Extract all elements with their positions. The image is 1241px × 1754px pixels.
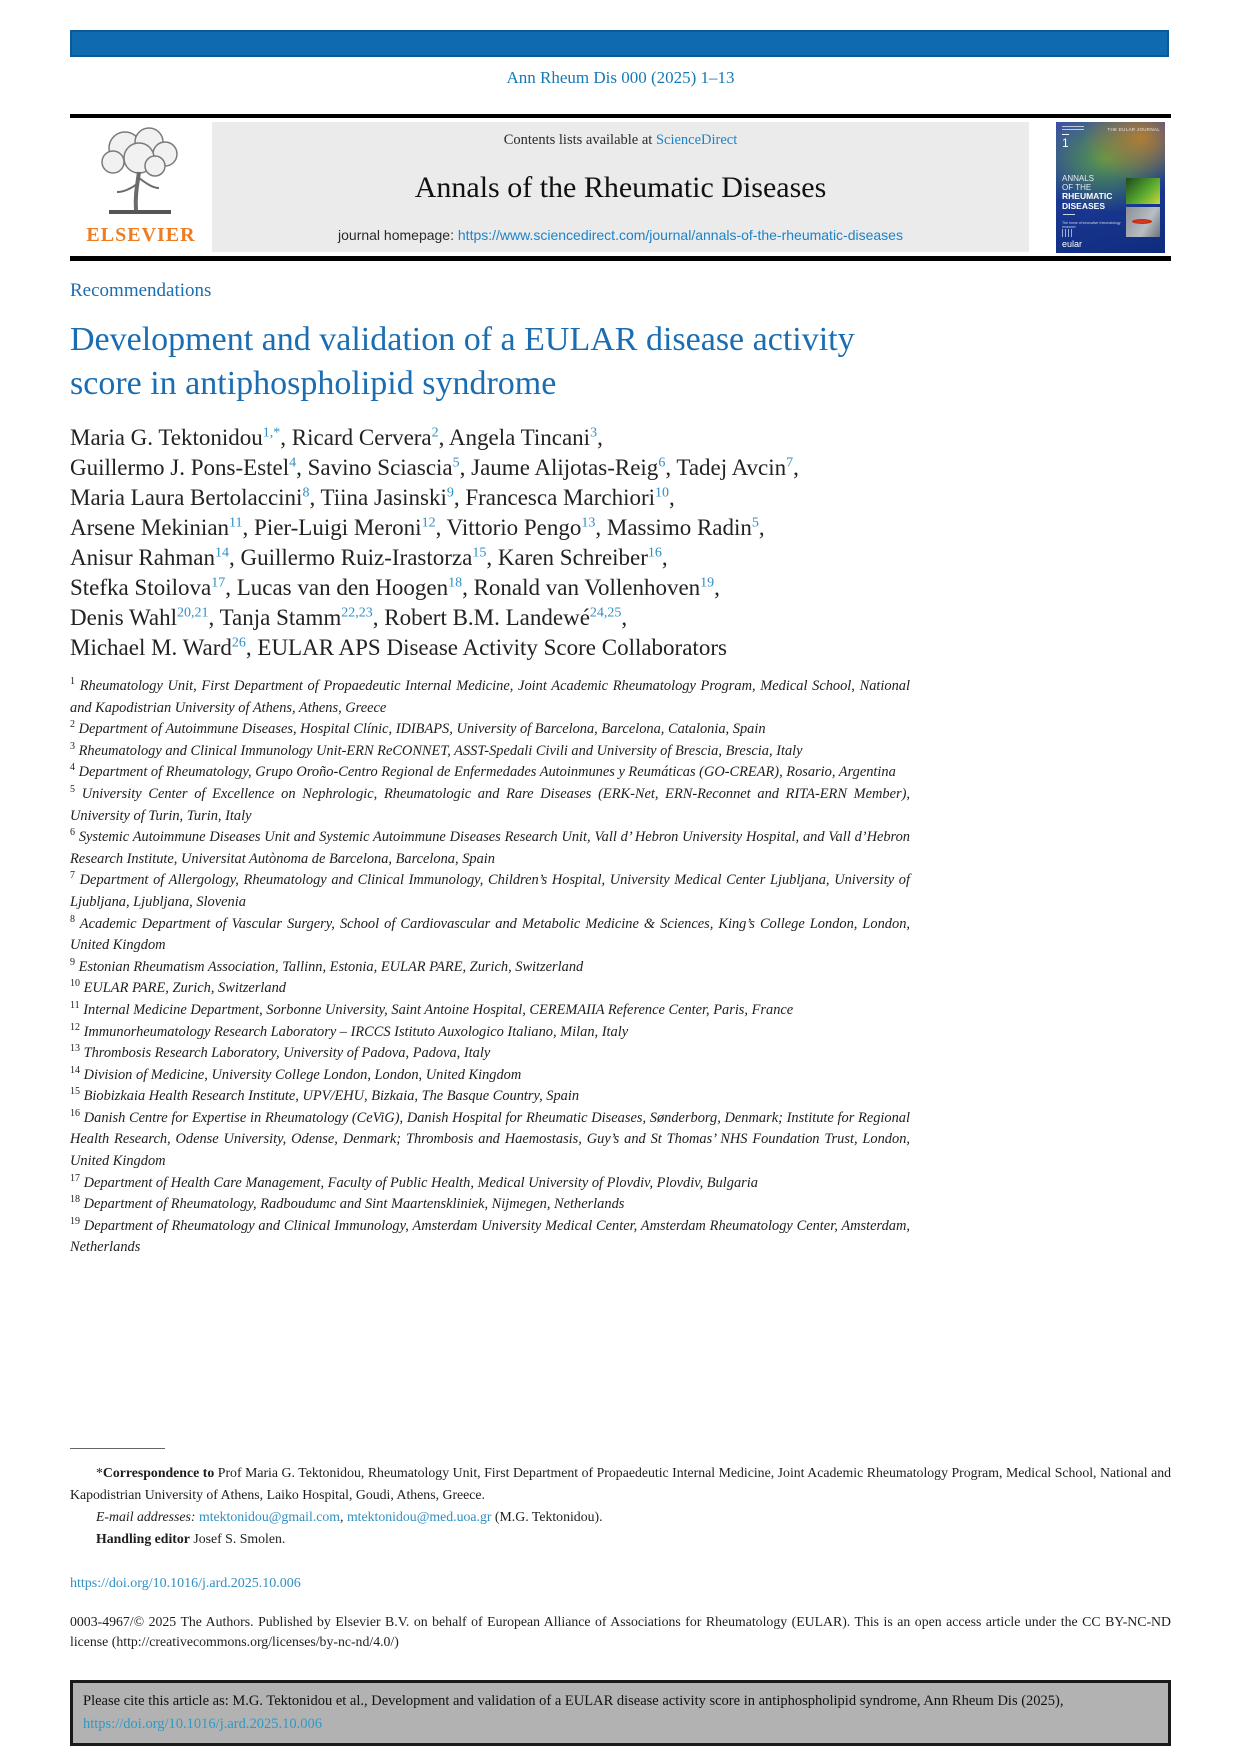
correspondence-text: Prof Maria G. Tektonidou, Rheumatology Unit, First Department of Propaedeutic Internal Medicine, Joint Academic Rheumatology Program, Medical School, National and Kapodistrian University of Athens, Laiko Hospital, Goudi, Athens, Greece.	[70, 1465, 1171, 1502]
cover-dash	[1063, 214, 1075, 215]
elsevier-logo	[70, 122, 212, 252]
affiliation-list	[70, 676, 910, 1259]
author-affiliation-ref: 26	[231, 635, 246, 651]
author-name: Robert B.M. Landewé	[384, 605, 590, 630]
cover-image-2	[1126, 207, 1160, 237]
affiliation-number: 12	[70, 1021, 80, 1033]
citation-text: Please cite this article as: M.G. Tektonidou et al., Development and validation of a EULAR disease activity score in antiphospholipid syndrome, Ann Rheum Dis (2025),	[83, 1693, 1064, 1709]
author-name: Arsene Mekinian	[70, 515, 230, 540]
doi-line	[70, 1576, 301, 1592]
affiliation-number: 6	[70, 827, 75, 839]
affiliation-item: $^{18}$ Department of Rheumatology, Radboudumc and Sint Maartenskliniek, Nijmegen, Netherlands	[70, 1194, 625, 1213]
cover-tagline: The home of innovative rheumatology research	[1062, 221, 1121, 229]
eular-logo-icon	[1062, 229, 1072, 237]
affiliation-number: 7	[70, 870, 75, 882]
doi-link[interactable]: https://doi.org/10.1016/j.ard.2025.10.006	[70, 1576, 301, 1591]
article-head	[70, 280, 1171, 1259]
author-line: Stefka Stoilova$^{17}$, Lucas van den Hoogen$^{18}$, Ronald van Vollenhoven$^{19}$,	[70, 575, 720, 600]
journal-header	[70, 122, 1171, 252]
author-affiliation-ref: 20,21	[176, 605, 209, 621]
author-affiliation-ref: 15	[472, 545, 487, 561]
author-affiliation-ref: 18	[448, 575, 463, 591]
citation-box	[70, 1680, 1171, 1746]
header-top-rule	[70, 114, 1171, 118]
affiliation-number: 2	[70, 719, 75, 731]
author-name: Anisur Rahman	[70, 545, 216, 570]
author-name: Tanja Stamm	[219, 605, 342, 630]
affiliation-item: $^6$ Systemic Autoimmune Diseases Unit and Systemic Autoimmune Diseases Research Unit, Vall d’ Hebron University Hospital, and Vall d’Hebron Research Institute, Universitat Autònoma de Barcelona, Barcelona, Spain	[70, 827, 910, 867]
affiliation-item: $^1$ Rheumatology Unit, First Department of Propaedeutic Internal Medicine, Joint Academic Rheumatology Program, Medical School, National and Kapodistrian University of Athens, Athens, Greece	[70, 676, 910, 716]
author-name: Michael M. Ward	[70, 635, 232, 660]
author-line: Guillermo J. Pons-Estel$^4$, Savino Sciascia$^5$, Jaume Alijotas-Reig$^6$, Tadej Avcin$^7$,	[70, 455, 799, 480]
affiliation-number: 13	[70, 1043, 80, 1055]
homepage-link[interactable]: https://www.sciencedirect.com/journal/annals-of-the-rheumatic-diseases	[457, 227, 903, 243]
homepage-line	[220, 227, 1021, 243]
affiliation-item: $^3$ Rheumatology and Clinical Immunology Unit-ERN ReCONNET, ASST-Spedali Civili and University of Brescia, Brescia, Italy	[70, 740, 803, 759]
author-affiliation-ref: 22,23	[341, 605, 373, 621]
author-affiliation-ref: 4	[289, 455, 297, 471]
email-note	[70, 1506, 1171, 1528]
author-line: Arsene Mekinian$^{11}$, Pier-Luigi Meroni$^{12}$, Vittorio Pengo$^{13}$, Massimo Radin$^5$,	[70, 515, 765, 540]
affiliation-number: 15	[70, 1086, 80, 1098]
affiliation-number: 11	[70, 1000, 80, 1012]
author-name: Maria Laura Bertolaccini	[70, 485, 303, 510]
cover-title	[1062, 174, 1112, 212]
author-affiliation-ref: 10	[655, 485, 670, 501]
affiliation-item: $^5$ University Center of Excellence on Nephrologic, Rheumatologic and Rare Diseases (ERK-Net, ERN-Reconnet and RITA-ERN Member), University of Turin, Turin, Italy	[70, 784, 910, 824]
cover-top-right-label: THE EULAR JOURNAL	[1107, 127, 1160, 132]
affiliation-item: $^4$ Department of Rheumatology, Grupo Oroño-Centro Regional de Enfermedades Autoinmunes y Reumáticas (GO-CREAR), Rosario, Argentina	[70, 762, 896, 781]
affiliation-number: 18	[70, 1194, 80, 1206]
affiliation-item: $^{15}$ Biobizkaia Health Research Institute, UPV/EHU, Bizkaia, The Basque Country, Spain	[70, 1086, 580, 1105]
email-link-2[interactable]: mtektonidou@med.uoa.gr	[346, 1509, 492, 1524]
author-affiliation-ref: 24,25	[589, 605, 622, 621]
author-name: EULAR APS Disease Activity Score Collaborators	[257, 635, 727, 660]
handling-editor-text: Josef S. Smolen.	[189, 1531, 286, 1546]
affiliation-item: $^9$ Estonian Rheumatism Association, Tallinn, Estonia, EULAR PARE, Zurich, Switzerland	[70, 956, 584, 975]
affiliation-item: $^{14}$ Division of Medicine, University College London, London, United Kingdom	[70, 1064, 522, 1083]
copyright-notice: 0003-4967/© 2025 The Authors. Published by Elsevier B.V. on behalf of European Alliance of Associations for Rheumatology (EULAR). This is an open access article under the CC BY-NC-ND license (http://creativecommons.org/licenses/by-nc-nd/4.0/)	[70, 1614, 1171, 1649]
section-label: Recommendations	[70, 280, 212, 301]
affiliation-item: $^{10}$ EULAR PARE, Zurich, Switzerland	[70, 978, 286, 997]
affiliation-number: 9	[70, 956, 75, 968]
footnote-block	[70, 1448, 1171, 1550]
affiliation-item: $^7$ Department of Allergology, Rheumatology and Clinical Immunology, Children’s Hospital, University Medical Center Ljubljana, University of Ljubljana, Ljubljana, Slovenia	[70, 870, 910, 910]
cover-volume-lines	[1062, 126, 1084, 132]
citation-doi-link[interactable]: https://doi.org/10.1016/j.ard.2025.10.006	[83, 1716, 322, 1732]
cover-title-line: DISEASES	[1062, 201, 1105, 212]
affiliation-number: 8	[70, 913, 75, 925]
author-affiliation-ref: 2	[431, 425, 439, 441]
journal-title: Annals of the Rheumatic Diseases	[414, 171, 827, 204]
handling-editor-label: Handling editor	[96, 1531, 190, 1546]
email-label: E-mail addresses:	[96, 1509, 196, 1524]
email-link-1[interactable]: mtektonidou@gmail.com	[198, 1509, 341, 1524]
affiliation-item: $^{13}$ Thrombosis Research Laboratory, University of Padova, Padova, Italy	[70, 1043, 491, 1062]
affiliation-item: $^{12}$ Immunorheumatology Research Laboratory – IRCCS Istituto Auxologico Italiano, Milan, Italy	[70, 1021, 629, 1040]
affiliation-number: 10	[70, 978, 80, 990]
author-affiliation-ref: 17	[211, 575, 226, 591]
cover-image-1	[1126, 178, 1160, 204]
affiliation-item: $^{16}$ Danish Centre for Expertise in Rheumatology (CeViG), Danish Hospital for Rheumatic Diseases, Sønderborg, Denmark; Institute for Regional Health Research, Odense University, Odense, Denmark; Thrombosis and Haemostasis, Guy’s and St Thomas’ NHS Foundation Trust, London, United Kingdom	[70, 1108, 910, 1170]
affiliation-number: 5	[70, 784, 75, 796]
author-name: Denis Wahl	[70, 605, 177, 630]
footnote-divider	[70, 1448, 165, 1449]
elsevier-wordmark: ELSEVIER	[86, 224, 196, 246]
correspondence-marker: *	[96, 1465, 103, 1480]
author-name: Ronald van Vollenhoven	[473, 575, 701, 600]
author-affiliation-ref: 8	[302, 485, 310, 501]
author-affiliation-ref: 7	[786, 455, 794, 471]
affiliation-item: $^{11}$ Internal Medicine Department, Sorbonne University, Saint Antoine Hospital, CEREMAIIA Reference Center, Paris, France	[70, 1000, 794, 1018]
header-bottom-rule	[70, 256, 1171, 261]
author-affiliation-ref: 16	[647, 545, 662, 561]
handling-editor-note	[70, 1528, 1171, 1550]
author-name: Lucas van den Hoogen	[236, 575, 449, 600]
author-affiliation-ref: 14	[215, 545, 230, 561]
author-line: Maria G. Tektonidou$^{1,*}$, Ricard Cervera$^2$, Angela Tincani$^3$,	[70, 425, 603, 450]
author-name: Guillermo Ruiz-Irastorza	[240, 545, 473, 570]
email-suffix: (M.G. Tektonidou).	[491, 1509, 603, 1524]
author-line: Michael M. Ward$^{26}$, EULAR APS Disease Activity Score Collaborators	[70, 635, 727, 660]
journal-banner	[212, 122, 1029, 252]
author-affiliation-ref: 5	[751, 515, 759, 531]
cover-title-line: ANNALS	[1062, 174, 1095, 183]
correspondence-note	[70, 1462, 1171, 1506]
email-separator: ,	[340, 1509, 347, 1524]
author-affiliation-ref: 11	[229, 515, 243, 531]
author-name: Karen Schreiber	[497, 545, 648, 570]
homepage-label: journal homepage:	[338, 227, 458, 243]
affiliation-number: 17	[70, 1172, 80, 1184]
author-name: Tiina Jasinski	[320, 485, 447, 510]
cover-publisher: eular	[1062, 239, 1083, 249]
author-name: Vittorio Pengo	[446, 515, 582, 540]
contents-text: Contents lists available at	[503, 132, 656, 148]
author-name: Angela Tincani	[448, 425, 591, 450]
author-name: Tadej Avcin	[676, 455, 787, 480]
correspondence-label: Correspondence to	[102, 1465, 215, 1480]
author-affiliation-ref: 6	[658, 455, 666, 471]
cover-issue-number: 1	[1062, 136, 1069, 150]
author-lines	[70, 423, 1030, 663]
author-line: Maria Laura Bertolaccini$^8$, Tiina Jasinski$^9$, Francesca Marchiori$^{10}$,	[70, 485, 675, 510]
affiliation-item: $^2$ Department of Autoimmune Diseases, Hospital Clínic, IDIBAPS, University of Barcelona, Barcelona, Catalonia, Spain	[70, 719, 766, 738]
author-affiliation-ref: 1,*	[262, 425, 281, 441]
author-name: Stefka Stoilova	[70, 575, 212, 600]
author-affiliation-ref: 5	[452, 455, 460, 471]
affiliation-number: 4	[70, 762, 75, 774]
author-name: Maria G. Tektonidou	[70, 425, 263, 450]
affiliation-number: 1	[70, 676, 75, 688]
article-title: Development and validation of a EULAR disease activity score in antiphospholipid syndrome	[70, 321, 855, 402]
author-line: Denis Wahl$^{20,21}$, Tanja Stamm$^{22,23}$, Robert B.M. Landewé$^{24,25}$,	[70, 605, 628, 630]
author-line: Anisur Rahman$^{14}$, Guillermo Ruiz-Irastorza$^{15}$, Karen Schreiber$^{16}$,	[70, 545, 668, 570]
author-affiliation-ref: 12	[421, 515, 436, 531]
top-banner-bar	[70, 30, 1169, 57]
author-affiliation-ref: 13	[581, 515, 596, 531]
journal-citation: Ann Rheum Dis 000 (2025) 1–13	[506, 68, 735, 87]
affiliation-number: 19	[70, 1216, 80, 1228]
author-name: Guillermo J. Pons-Estel	[70, 455, 290, 480]
author-name: Jaume Alijotas-Reig	[471, 455, 659, 480]
contents-line	[220, 132, 1021, 149]
author-name: Francesca Marchiori	[465, 485, 656, 510]
author-affiliation-ref: 9	[446, 485, 454, 501]
journal-cover-thumbnail	[1056, 122, 1165, 253]
cover-title-line: OF THE	[1062, 183, 1092, 193]
elsevier-tree-icon	[87, 122, 195, 222]
affiliation-number: 16	[70, 1108, 80, 1120]
affiliation-number: 14	[70, 1064, 80, 1076]
author-name: Savino Sciascia	[307, 455, 453, 480]
author-affiliation-ref: 3	[590, 425, 598, 441]
author-name: Ricard Cervera	[291, 425, 432, 450]
author-name: Massimo Radin	[606, 515, 752, 540]
affiliation-item: $^8$ Academic Department of Vascular Surgery, School of Cardiovascular and Metabolic Medicine & Sciences, King’s College London, London, United Kingdom	[70, 913, 910, 954]
affiliation-item: $^{19}$ Department of Rheumatology and Clinical Immunology, Amsterdam University Medical Center, Amsterdam Rheumatology Center, Amsterdam, Netherlands	[70, 1216, 910, 1256]
author-affiliation-ref: 19	[700, 575, 715, 591]
cover-title-line: RHEUMATIC	[1062, 191, 1113, 202]
affiliation-item: $^{17}$ Department of Health Care Management, Faculty of Public Health, Medical University of Plovdiv, Plovdiv, Bulgaria	[70, 1172, 758, 1191]
affiliation-number: 3	[70, 740, 75, 752]
sciencedirect-link[interactable]: ScienceDirect	[655, 132, 738, 148]
author-name: Pier-Luigi Meroni	[254, 515, 422, 540]
